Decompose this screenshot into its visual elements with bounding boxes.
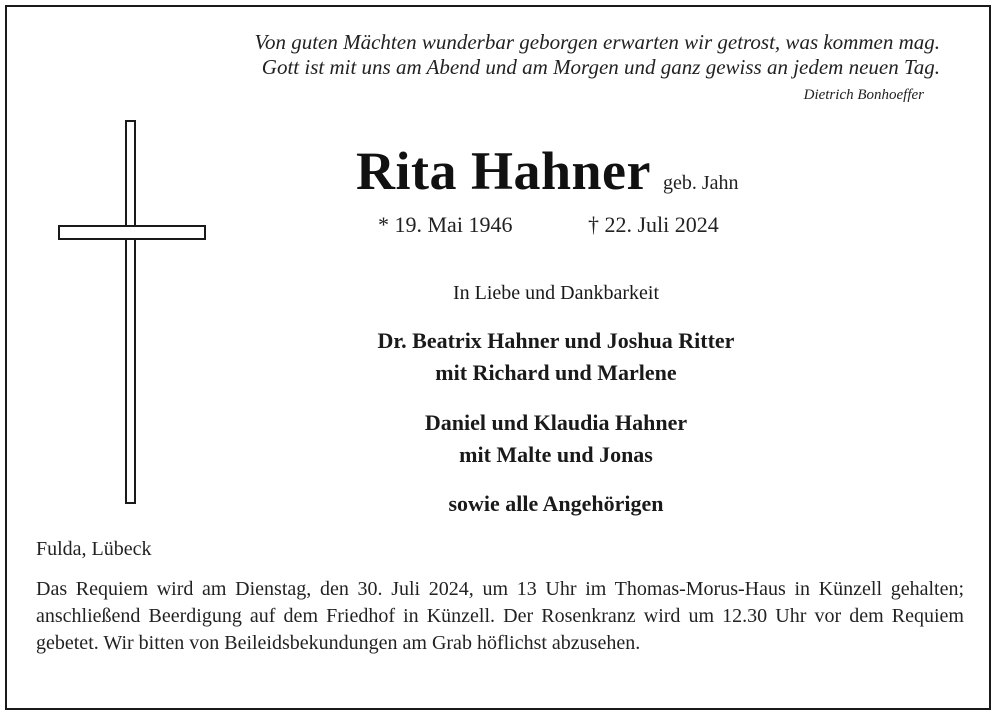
cross-intersection — [127, 227, 134, 238]
funeral-notice-text: Das Requiem wird am Dienstag, den 30. Juli 2024, um 13 Uhr im Thomas-Morus-Haus in Künzell gehalten; anschließend Beerdigung auf dem Friedhof in Künzell. Der Rosenkranz wird um 12.30 Uhr vor dem Requiem gebetet. Wir bitten von Beileidsbekundungen am Grab höflichst abzusehen. — [36, 578, 964, 654]
family-group-1 — [290, 325, 822, 389]
quote-author: Dietrich Bonhoeffer — [803, 87, 924, 103]
mourners-intro: In Liebe und Dankbarkeit — [452, 282, 660, 304]
quote-line-1: Von guten Mächten wunderbar geborgen erwarten wir getrost, was kommen mag. — [254, 30, 940, 54]
family-1-line-2: mit Richard und Marlene — [435, 360, 677, 385]
other-relatives: sowie alle Angehörigen — [448, 491, 664, 516]
quote-line-2: Gott ist mit uns am Abend und am Morgen und ganz gewiss an jedem neuen Tag. — [261, 55, 940, 79]
family-2-line-1: Daniel und Klaudia Hahner — [424, 410, 688, 435]
family-1-line-1: Dr. Beatrix Hahner und Joshua Ritter — [377, 328, 735, 353]
place-line: Fulda, Lübeck — [36, 538, 152, 560]
death-date: † 22. Juli 2024 — [588, 212, 719, 237]
birth-date: * 19. Mai 1946 — [378, 212, 513, 237]
cross-icon — [58, 120, 206, 504]
cross-vertical-beam — [125, 120, 136, 504]
deceased-name: Rita Hahner — [356, 141, 651, 201]
family-group-2 — [290, 407, 822, 471]
deceased-heading — [356, 140, 739, 202]
family-2-line-2: mit Malte und Jonas — [459, 442, 653, 467]
maiden-name: geb. Jahn — [663, 172, 739, 194]
bible-quote — [254, 30, 940, 80]
